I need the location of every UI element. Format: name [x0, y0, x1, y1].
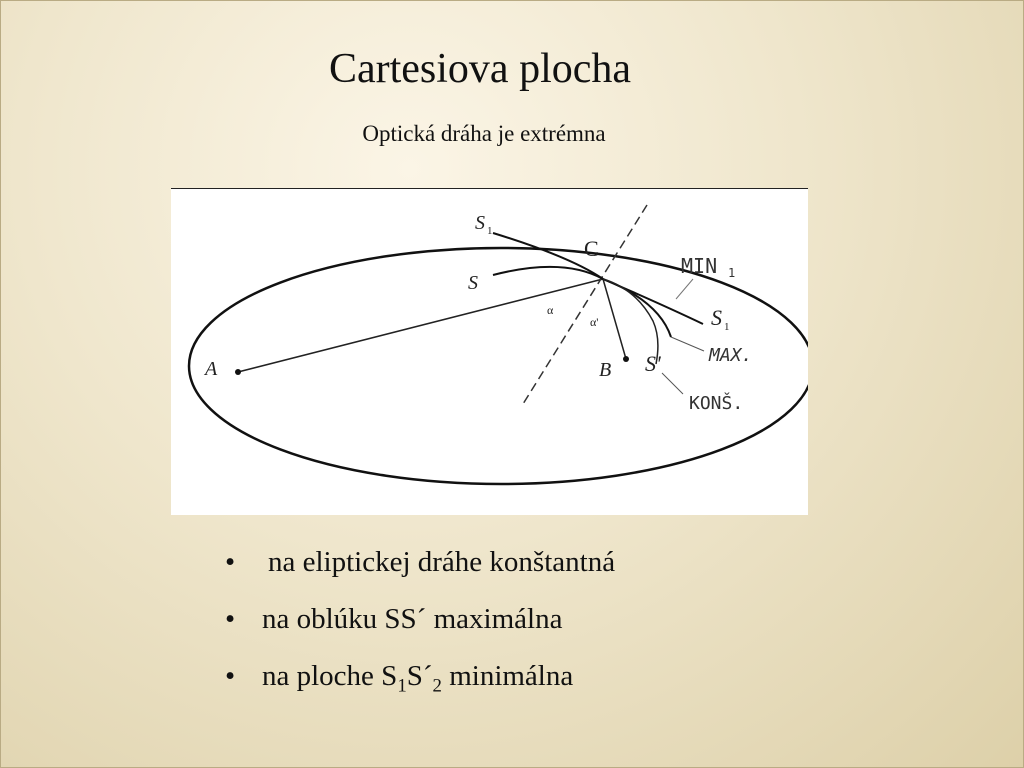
bullet-item-2	[225, 597, 615, 654]
label-b: B	[599, 359, 612, 381]
label-s1-top-sub: 1	[487, 225, 493, 237]
diagram-svg	[171, 189, 808, 515]
pointer-max	[671, 337, 704, 351]
line-a-c	[238, 279, 603, 372]
bullet-text-3-post: minimálna	[441, 660, 574, 692]
arc-s-s-prime	[493, 267, 671, 337]
label-s1-top: S	[475, 212, 485, 234]
label-min: MIN	[681, 254, 718, 278]
slide-subtitle: Optická dráha je extrémna	[362, 121, 606, 146]
bullet-text-1: na eliptickej dráhe konštantná	[268, 546, 616, 578]
pointer-kons	[662, 373, 683, 394]
label-max: MAX.	[709, 345, 753, 366]
normal-dashed-line	[523, 205, 647, 404]
label-a: A	[205, 358, 218, 380]
slide-title: Cartesiova plocha	[328, 46, 632, 92]
bullet-glyph: •	[225, 660, 236, 692]
label-s: S	[468, 272, 478, 294]
label-s1-right-sub: 1	[724, 321, 730, 333]
bullet-item-1	[225, 540, 615, 597]
label-min-sub: 1	[728, 266, 736, 280]
diagram-figure	[171, 188, 808, 515]
bullet-item-3	[225, 654, 615, 711]
label-c: C	[584, 236, 599, 261]
label-kons: KONŠ.	[689, 393, 744, 414]
label-alpha-prime: α'	[590, 315, 599, 329]
point-b	[623, 356, 629, 362]
point-a	[235, 369, 241, 375]
bullet-text-3-sub2: 2	[432, 675, 442, 697]
label-s-prime: S'	[645, 351, 661, 376]
bullet-list	[225, 540, 615, 711]
bullet-glyph: •	[225, 546, 236, 578]
line-c-b	[603, 279, 626, 359]
label-s1-right: S	[711, 305, 722, 330]
pointer-min	[676, 279, 693, 299]
ellipse-path	[189, 248, 808, 484]
bullet-text-3-sub1: 1	[397, 675, 407, 697]
bullet-text-3-pre: na ploche S	[262, 660, 398, 692]
label-alpha: α	[547, 303, 554, 317]
bullet-glyph: •	[225, 603, 236, 635]
bullet-text-2: na oblúku SS´ maximálna	[262, 603, 563, 635]
bullet-text-3-mid: S´	[406, 660, 433, 692]
